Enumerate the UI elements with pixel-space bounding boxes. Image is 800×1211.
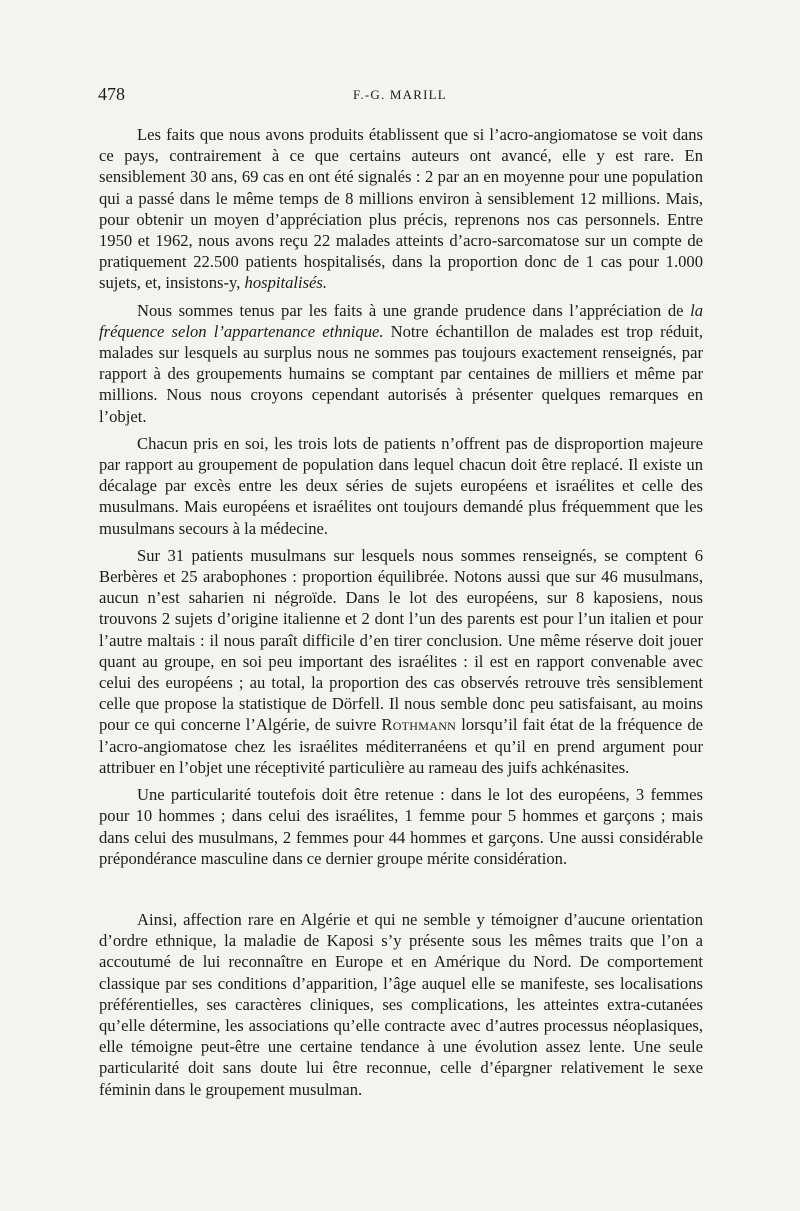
text-run: Nous sommes tenus par les faits à une grande prudence dans l’appréciation de (137, 300, 691, 320)
body-text (99, 124, 703, 1106)
text-run: Ainsi, affection rare en Algérie et qui ne semble y témoigner d’aucune orientation d’ordre ethnique, la maladie de Kaposi s’y présente sous les mêmes traits que l’on a accoutumé de lui reconnaître en Europe et en Amérique du Nord. De comportement classique par ses conditions d’apparition, l’âge auquel elle se manifeste, ses localisations préférentielles, ses caractères cliniques, ses complications, les atteintes extra-cutanées qu’elle détermine, les associations qu’elle contracte avec d’autres processus néoplasiques, elle témoigne peut-être une certaine tendance à une évolution assez lente. Une seule particularité doit sans doute lui être reconnue, celle d’épargner relativement le sexe féminin dans le groupement musulman. (99, 909, 703, 1099)
italic-text: hospitalisés. (244, 273, 328, 293)
text-run: Chacun pris en soi, les trois lots de patients n’offrent pas de disproportion majeure par rapport au groupement de population dans lequel chacun doit être replacé. Il existe un décalage par excès entre les deux séries de sujets européens et israélites et celle des musulmans. Mais européens et israélites ont toujours demandé plus fréquemment que les musulmans secours à la médecine. (99, 433, 703, 538)
running-head: F.-G. MARILL (353, 87, 447, 102)
paragraph (99, 300, 703, 427)
text-run: Les faits que nous avons produits établissent que si l’acro-angiomatose se voit dans ce pays, contrairement à ce que certains auteurs ont avancé, elle y est rare. En sensiblement 30 ans, 69 cas en ont été signalés : 2 par an en moyenne pour une population qui a passé dans le même temps de 8 millions environ à sensiblement 12 millions. Mais, pour obtenir un moyen d’appréciation plus précis, reprenons nos cas personnels. Entre 1950 et 1962, nous avons reçu 22 malades atteints d’acro-sarcomatose sur un compte de pratiquement 22.500 patients hospitalisés, dans la proportion donc de 1 cas pour 1.000 sujets, et, insistons-y, (99, 125, 703, 293)
author-name-smallcaps: Rothmann (381, 715, 457, 735)
text-run: Notre échantillon de malades est trop réduit, malades sur lesquels au surplus nous ne sommes pas toujours exactement renseignés, par rapport à des groupements humains se comptant par centaines de milliers et même par millions. Nous nous croyons cependant autorisés à présenter quelques remarques en l’objet. (99, 321, 703, 426)
page-header (98, 84, 702, 108)
text-run: Sur 31 patients musulmans sur lesquels nous sommes renseignés, se comptent 6 Berbères et 25 arabophones : proportion équilibrée. Notons aussi que sur 46 musulmans, aucun n’est saharien ni négroïde. Dans le lot des européens, sur 8 kaposiens, nous trouvons 2 sujets d’origine italienne et 2 dont l’un des parents est pour l’un italien et pour l’autre maltais : il nous paraît difficile d’en tirer conclusion. Une même réserve doit jouer quant au groupe, en soi peu important des israélites : il est en rapport convenable avec celui des européens ; au total, la proportion des cas observés retrouve très sensiblement celle que propose la statistique de Dörfell. Il nous semble donc peu satisfaisant, au moins pour ce qui concerne l’Algérie, de suivre (99, 545, 703, 735)
paragraph (99, 545, 703, 778)
conclusion-paragraph (99, 909, 703, 1100)
page-number: 478 (98, 84, 125, 104)
text-run: Une particularité toutefois doit être retenue : dans le lot des européens, 3 femmes pour 10 hommes ; dans celui des israélites, 1 femme pour 5 hommes et garçons ; mais dans celui des musulmans, 2 femmes pour 44 hommes et garçons. Une aussi considérable prépondérance masculine dans ce dernier groupe mérite considération. (99, 785, 703, 868)
paragraph (99, 784, 703, 869)
paragraph (99, 433, 703, 539)
italic-text: la fréquence selon l’appartenance ethnique. (99, 300, 703, 341)
paragraph (99, 124, 703, 294)
text-run: lorsqu’il fait état de la fréquence de l’acro-angiomatose chez les israélites méditerranéens et qu’il en prend argument pour attribuer en l’objet une réceptivité particulière au rameau des juifs achkénasites. (99, 715, 703, 777)
